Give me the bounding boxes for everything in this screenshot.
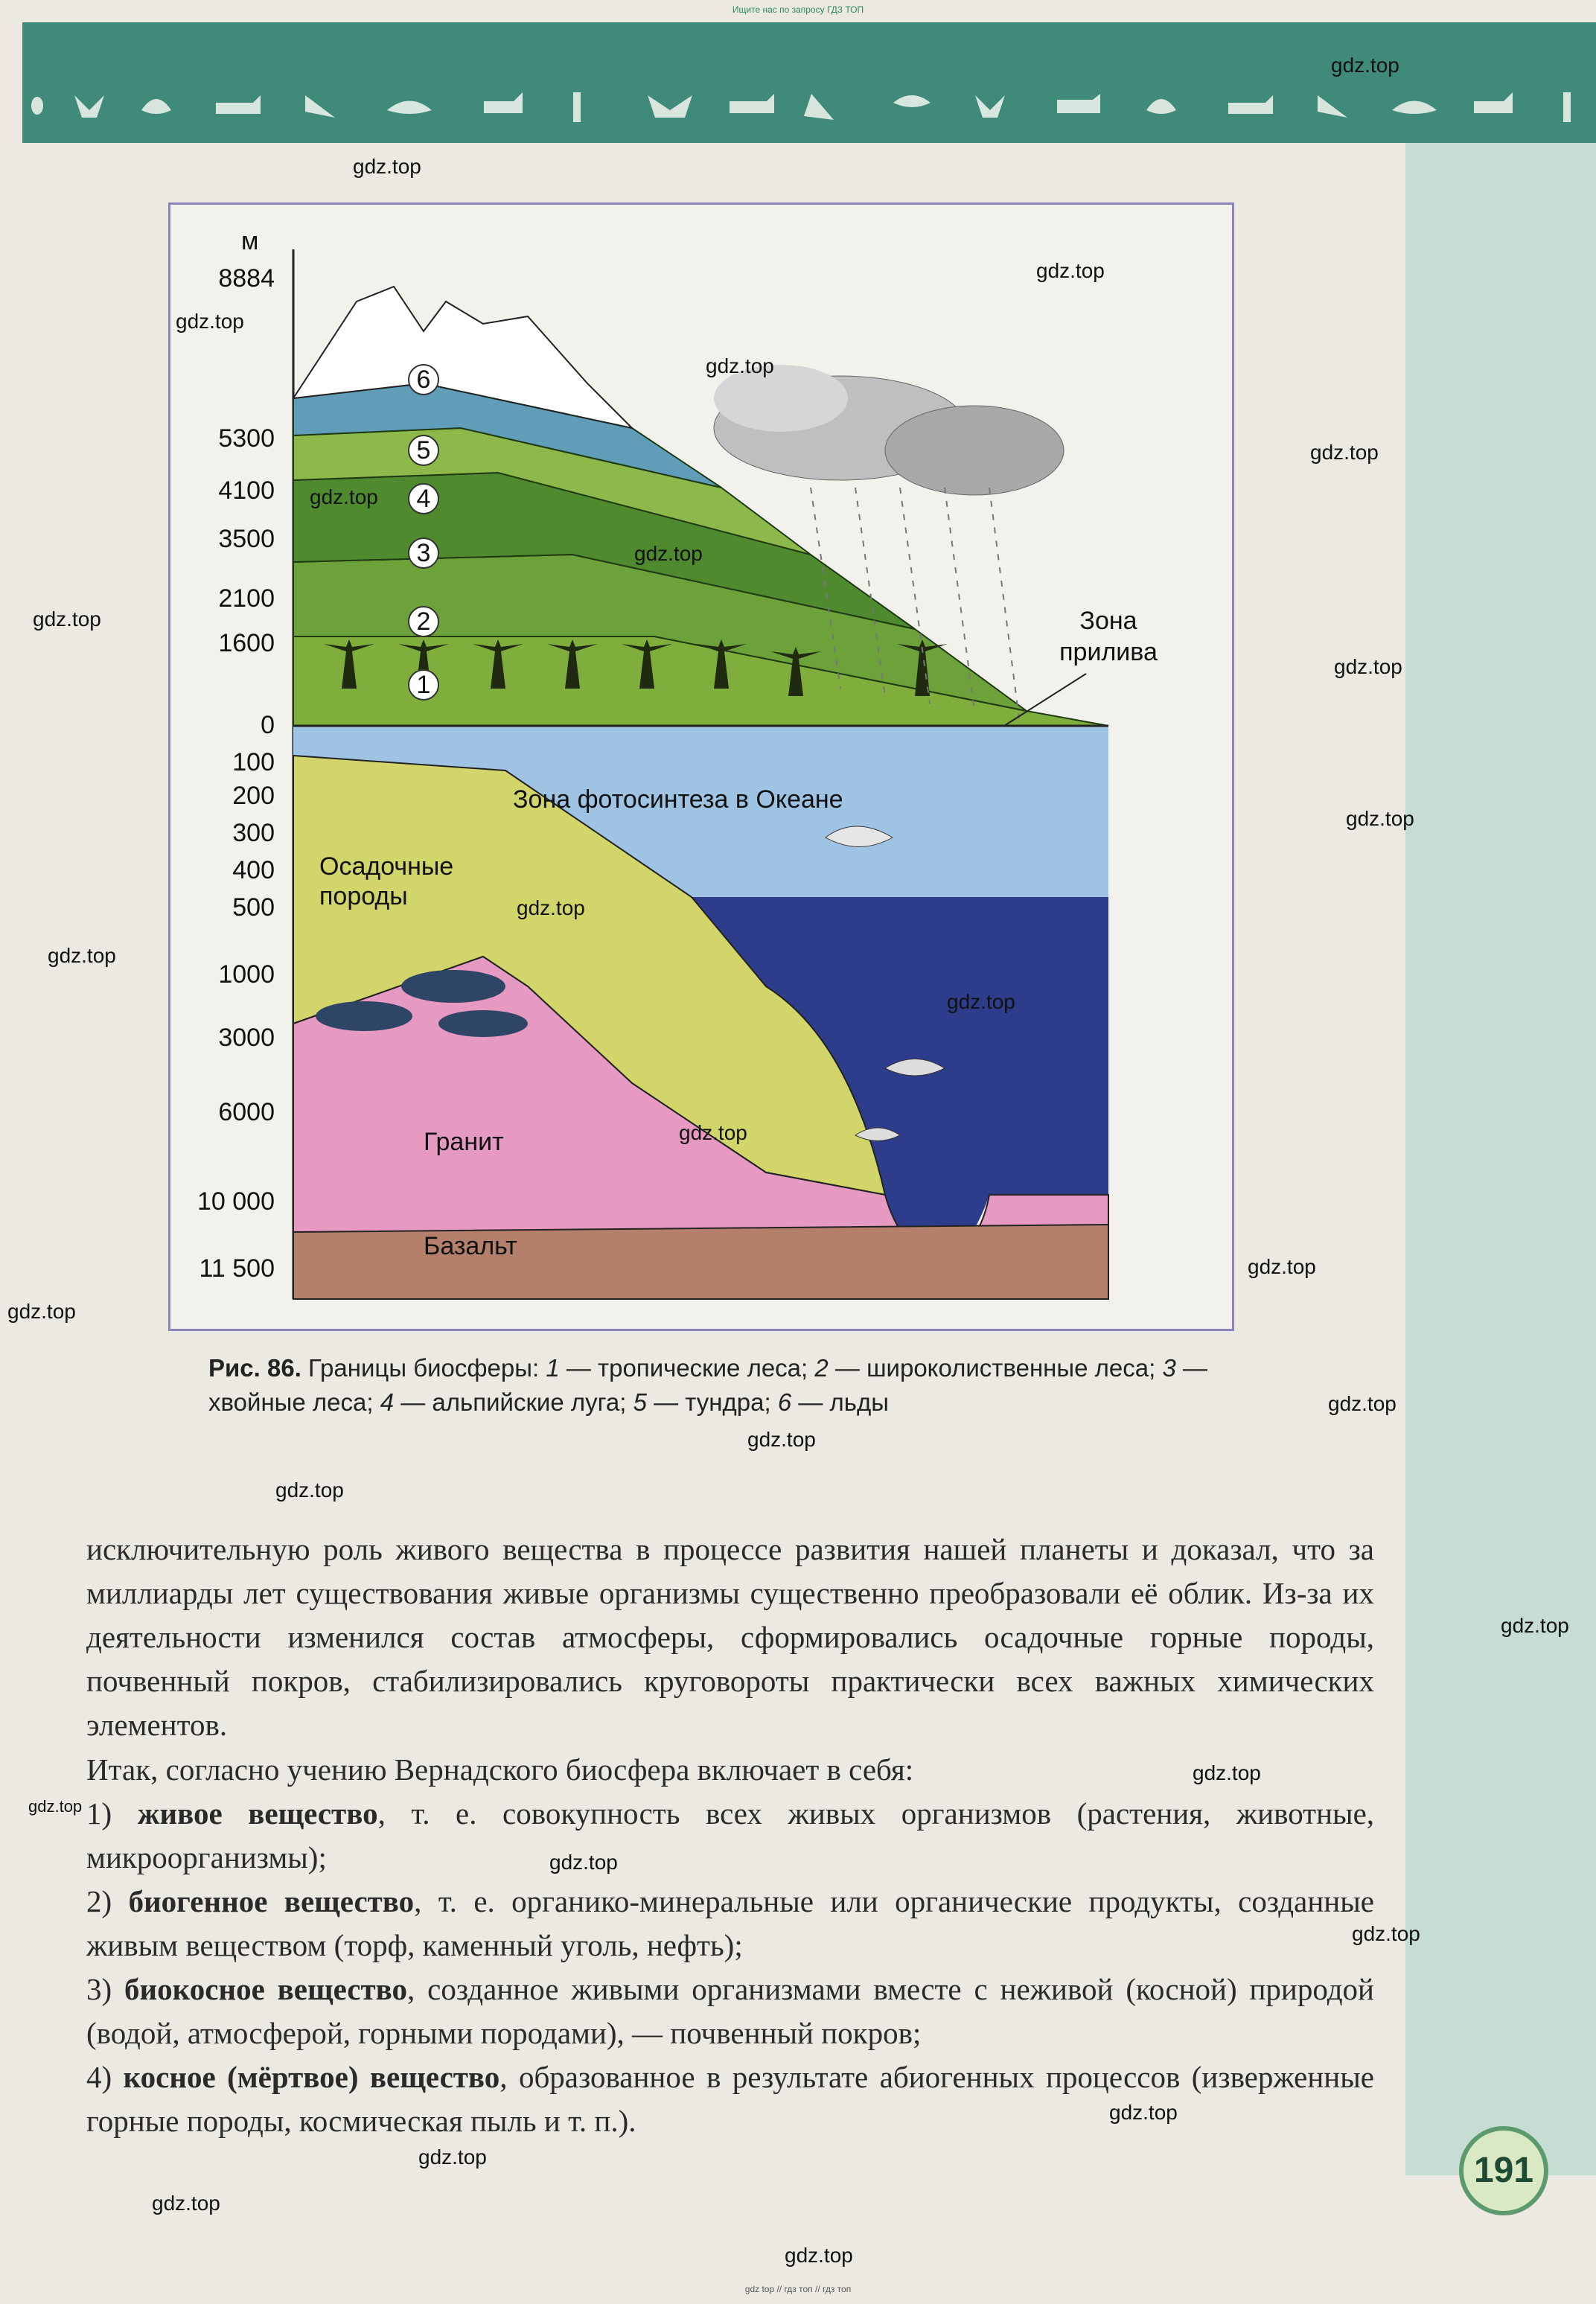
zone-number: 1: [416, 671, 431, 699]
watermark: gdz.top: [1310, 441, 1379, 464]
watermark: gdz.top: [1331, 54, 1399, 77]
fish-icon: [1392, 101, 1437, 115]
caption-item-num: 3: [1162, 1354, 1176, 1382]
tide-zone-label: прилива: [1059, 638, 1158, 666]
watermark: gdz.top: [48, 944, 116, 967]
term: биокосное вещество: [124, 1972, 408, 2006]
watermark: gdz.top: [7, 1300, 76, 1323]
watermark: gdz.top: [679, 1121, 747, 1144]
watermark: gdz.top: [28, 1797, 83, 1816]
tick-label: 0: [261, 711, 275, 739]
tick-label: 1600: [218, 629, 275, 657]
scorpion-icon: [141, 99, 171, 114]
tick-label: 11 500: [199, 1254, 275, 1283]
caption-item-num: 2: [814, 1354, 829, 1382]
caption-item-text: — альпийские луга;: [394, 1388, 633, 1416]
figure-frame: [168, 202, 1234, 1331]
tick-label: 300: [232, 819, 275, 847]
tick-label: 100: [232, 748, 275, 776]
tick-label: 6000: [218, 1098, 275, 1126]
horse-icon: [216, 95, 261, 114]
zone-number: 2: [416, 607, 431, 636]
watermark: gdz.top: [418, 2145, 487, 2169]
top-search-banner: Ищите нас по запросу ГДЗ ТОП: [732, 4, 864, 15]
watermark: gdz.top: [517, 896, 585, 919]
scorpion-icon: [1146, 99, 1176, 114]
zone-number: 4: [416, 485, 431, 513]
watermark: gdz.top: [353, 155, 421, 178]
bird-icon: [1318, 95, 1347, 118]
zone-number: 3: [416, 539, 431, 567]
term: биогенное вещество: [128, 1884, 415, 1918]
watermark: gdz.top: [747, 1428, 816, 1451]
figure-caption: [208, 1351, 1221, 1420]
tick-label: 5300: [218, 424, 275, 453]
axis-unit: м: [241, 227, 259, 255]
term: живое вещество: [137, 1796, 378, 1831]
watermark: gdz.top: [947, 990, 1015, 1013]
tick-label: 200: [232, 782, 275, 810]
animal-icon: [31, 97, 43, 115]
side-panel: [1405, 143, 1596, 2175]
body-paragraph-1: [86, 1528, 1374, 1747]
watermark: gdz.top: [33, 607, 101, 631]
watermark: gdz.top: [1193, 1761, 1261, 1784]
butterfly-icon: [975, 95, 1005, 118]
footer-links[interactable]: gdz top // гдз топ // гдз топ: [744, 2284, 852, 2294]
watermark: gdz.top: [634, 542, 703, 565]
heron-icon: [1563, 92, 1571, 122]
photosynthesis-zone-label: Зона фотосинтеза в Океане: [513, 785, 843, 814]
cloud-icon: [714, 365, 1064, 495]
deer-icon: [730, 94, 774, 113]
watermark: gdz.top: [310, 485, 378, 508]
watermark: gdz.top: [706, 354, 774, 377]
oil-lens: [401, 970, 505, 1003]
heron-icon: [573, 92, 581, 122]
tick-label: 3000: [218, 1024, 275, 1052]
tick-label: 10 000: [197, 1187, 275, 1216]
body-paragraph-2: [86, 1748, 1374, 1792]
butterfly-icon: [74, 95, 104, 118]
fish-icon: [387, 101, 432, 115]
animal-silhouette-strip: [22, 80, 1596, 128]
tide-zone-label: Зона: [1079, 607, 1137, 635]
list-item: 1) живое вещество, т. е. совокупность всех живых организмов (растения, животные, микроорганизмы);: [86, 1796, 1375, 1874]
oil-lens: [316, 1001, 412, 1031]
sediment-label: породы: [319, 882, 408, 910]
watermark: gdz.top: [152, 2192, 220, 2215]
tick-label: 2100: [218, 584, 275, 613]
caption-fig-label: Рис. 86.: [208, 1354, 301, 1382]
page-number-badge: [1459, 2126, 1548, 2215]
page-number: 191: [1473, 2151, 1534, 2190]
antelope-icon: [1474, 92, 1513, 113]
paragraph-text: Итак, согласно учению Вернадского биосфера включает в себя:: [86, 1752, 914, 1787]
paragraph-text: исключительную роль живого вещества в процессе развития нашей планеты и доказал, что за миллиарды лет существования живые организмы существенно преобразовали её облик. Из-за их деятельности изменился состав атмосферы, сформировались осадочные горные породы, почвенный покров, стабилизировались круговороты практически всех важных химических элементов.: [86, 1532, 1374, 1742]
bison-icon: [1057, 94, 1100, 113]
list-item: 3) биокосное вещество, созданное живыми организмами вместе с неживой (косной) природой (водой, атмосферой, горными породами), — почвенный покров;: [86, 1972, 1374, 2050]
basalt-label: Базальт: [424, 1232, 517, 1260]
oil-lens: [438, 1010, 528, 1037]
tick-label: 1000: [218, 960, 275, 989]
granite-label: Гранит: [424, 1128, 504, 1156]
basalt-layer: [293, 1225, 1108, 1299]
zone-number: 5: [416, 436, 431, 465]
tick-label: 3500: [218, 525, 275, 553]
watermark: gdz.top: [549, 1851, 618, 1874]
biosphere-diagram: [170, 205, 1232, 1329]
sediment-label: Осадочные: [319, 852, 454, 881]
caption-item-text: — хвойные леса;: [208, 1354, 1207, 1416]
list-item: 4) косное (мёртвое) вещество, образованное в результате абиогенных процессов (изверженные горные породы, космическая пыль и т. п.).: [86, 2060, 1374, 2138]
tick-label: 400: [232, 856, 275, 884]
caption-item-text: — тропические леса;: [559, 1354, 815, 1382]
bird-icon: [305, 95, 335, 118]
watermark: gdz.top: [1346, 807, 1414, 830]
caption-item-num: 4: [380, 1388, 395, 1416]
cat-icon: [804, 94, 834, 120]
watermark: gdz.top: [1352, 1922, 1420, 1945]
watermark: gdz.top: [1036, 259, 1105, 282]
caption-item-num: 1: [546, 1354, 560, 1382]
watermark: gdz.top: [1328, 1392, 1396, 1415]
caption-item-text: — льды: [791, 1388, 889, 1416]
watermark: gdz.top: [176, 310, 244, 333]
caption-item-num: 5: [633, 1388, 647, 1416]
watermark: gdz.top: [1248, 1255, 1316, 1278]
zone-number: 6: [416, 366, 431, 394]
tick-label: 8884: [218, 264, 275, 293]
watermark: gdz.top: [1501, 1614, 1569, 1637]
insect-icon: [648, 95, 692, 118]
tick-label: 4100: [218, 476, 275, 505]
caption-title: Границы биосферы:: [301, 1354, 546, 1382]
biosphere-components-list: [86, 1792, 1374, 2143]
caption-item-text: — тундра;: [646, 1388, 778, 1416]
tick-label: 500: [232, 893, 275, 922]
antelope-icon: [484, 92, 523, 113]
watermark: gdz.top: [1109, 2101, 1178, 2124]
horse-icon: [1228, 95, 1273, 114]
watermark: gdz.top: [275, 1478, 344, 1502]
term: косное (мёртвое) вещество: [123, 2060, 500, 2094]
caption-item-num: 6: [777, 1388, 792, 1416]
lizard-icon: [893, 95, 931, 107]
list-item: 2) биогенное вещество, т. е. органико-минеральные или органические продукты, созданные живым веществом (торф, каменный уголь, нефть);: [86, 1884, 1374, 1962]
watermark: gdz.top: [1334, 655, 1402, 678]
watermark: gdz.top: [785, 2244, 853, 2267]
caption-item-text: — широколиственные леса;: [828, 1354, 1163, 1382]
